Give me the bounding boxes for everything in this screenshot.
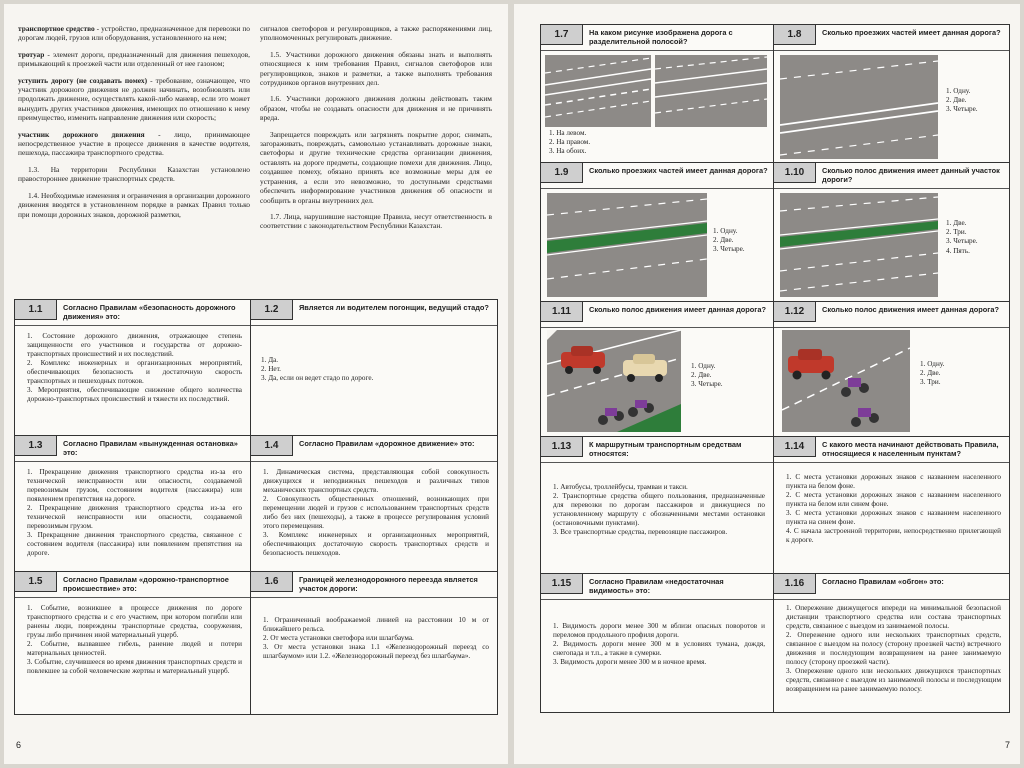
paragraph: уступить дорогу (не создавать помех) - требование, означающее, что участник дорожного движения не должен начинать, возобновлять или продолжать движение, осуществлять какой-либо маневр, если это может вынудить других участников движения, имеющих по отношению к нему преимущество, изменить направление движения или скорость;: [18, 75, 250, 123]
answer-option[interactable]: 1. На левом.: [549, 129, 587, 137]
answer-option[interactable]: 1. Видимость дороги менее 300 м вблизи опасных поворотов и переломов продольного профиля дороги.: [553, 622, 765, 639]
question-card-1-8: [773, 24, 1010, 163]
road-picture: [547, 330, 681, 432]
answer-option[interactable]: 1. Одну.: [713, 227, 738, 235]
question-number: 1.2: [251, 300, 293, 320]
paragraph: транспортное средство - устройство, предназначенное для перевозки по дорогам людей, грузов или оборудования, установленного на нем;: [18, 24, 250, 43]
question-text: На каком рисунке изображена дорога с разделительной полосой?: [589, 28, 733, 46]
answer-option[interactable]: 1. Динамическая система, представляющая собой совокупность движущихся и неподвижных пешеходов и различных типов механических транспортных средств.: [263, 468, 489, 494]
road-picture-right: [655, 55, 767, 127]
answer-list: [713, 227, 745, 255]
question-number: 1.10: [774, 163, 816, 183]
answer-option[interactable]: 2. Транспортные средства общего пользования, предназначенные для перевозки по дорогам пассажиров и движущиеся по установленному маршруту с обозначенными местами остановки (остановочными пунктами).: [553, 492, 765, 527]
answer-option[interactable]: 2. Прекращение движения транспортного средства из-за его технической неисправности или опасности, создаваемой перевозимым грузом.: [27, 504, 242, 530]
answer-option[interactable]: 4. Пять.: [946, 246, 970, 255]
question-card-1-2: [250, 299, 498, 436]
answer-list: [946, 87, 978, 115]
answer-option[interactable]: 3. С места установки дорожных знаков с названием населенного пункта на синем фоне.: [786, 509, 1001, 526]
question-card-1-1: [14, 299, 251, 436]
red-car-icon: [788, 349, 834, 380]
road-illustration: [782, 330, 910, 432]
road-illustration: [780, 193, 938, 297]
motorcycle-icon: [841, 378, 869, 397]
question-card-1-4: [250, 435, 498, 572]
question-number: 1.6: [251, 572, 293, 592]
question-number: 1.3: [15, 436, 57, 456]
answer-list: [549, 129, 590, 157]
answer-option[interactable]: 1. Событие, возникшее в процессе движения по дороге транспортного средства и с его участием, при котором погибли или ранены люди, повреждены транспортные средства, сооружения, грузы либо причинен иной материальный ущерб.: [27, 604, 242, 639]
answer-option[interactable]: 2. Две.: [713, 236, 734, 245]
question-text: Сколько полос движения имеет данная дорога?: [589, 305, 767, 314]
answer-option[interactable]: 3. Да, если он ведет стадо по дороге.: [261, 374, 374, 382]
answer-option[interactable]: 3. Четыре.: [946, 105, 978, 114]
answer-option[interactable]: 2. Две.: [946, 96, 967, 105]
page-number: 7: [1004, 740, 1010, 750]
question-card-1-7: [540, 24, 774, 163]
answer-option[interactable]: 4. С начала застроенной территории, непосредственно прилегающей к дороге.: [786, 527, 1001, 544]
question-card-1-10: [773, 162, 1010, 302]
road-illustration: [545, 55, 651, 127]
road-illustration: [547, 193, 707, 297]
text-column-2: [260, 24, 492, 238]
question-card-1-16: [773, 573, 1010, 713]
answer-option[interactable]: 3. Четыре.: [713, 245, 745, 254]
question-number: 1.5: [15, 572, 57, 592]
question-number: 1.1: [15, 300, 57, 320]
road-picture: [547, 193, 707, 297]
answer-option[interactable]: 1. Опережение движущегося впереди на минимальной безопасной дистанции транспортного средства или состава транспортных средств, связанное с выездом из занимаемой полосы.: [786, 604, 1001, 630]
question-number: 1.14: [774, 437, 816, 457]
right-page: [514, 4, 1020, 764]
question-number: 1.8: [774, 25, 816, 45]
question-number: 1.4: [251, 436, 293, 456]
answer-option[interactable]: 1. Ограниченный воображаемой линией на расстоянии 10 м от ближайшего рельса.: [263, 616, 489, 633]
answer-option[interactable]: 3. Видимость дороги менее 300 м в ночное время.: [553, 658, 707, 666]
answer-option[interactable]: 3. От места установки знака 1.1 «Железнодорожный переезд со шлагбаумом» или 1.2. «Железнодорожный переезд без шлагбаума».: [263, 643, 489, 660]
question-number: 1.11: [541, 302, 583, 322]
question-text: Согласно Правилам «обгон» это:: [822, 577, 944, 586]
question-card-1-14: [773, 436, 1010, 574]
paragraph: участник дорожного движения - лицо, принимающее непосредственное участие в процессе движения в качестве водителя, пешехода, пассажира транспортного средства.: [18, 129, 250, 158]
question-card-1-15: [540, 573, 774, 713]
answer-list: [946, 219, 978, 256]
paragraph: Запрещается повреждать или загрязнять покрытие дорог, снимать, загораживать, повреждать, самовольно устанавливать дорожные знаки, светофоры и другие технические средства организации движения, оставлять на дороге предметы, создающие помехи для движения. Лицо, создавшее помеху, обязано принять все возможные меры для ее устранения, а если это невозможно, то доступными средствами обеспечить информирование участников движения об опасности и сообщить в органы внутренних дел.: [260, 129, 492, 205]
question-text: Согласно Правилам «вынужденная остановка» это:: [63, 439, 238, 457]
question-number: 1.16: [774, 574, 816, 594]
question-card-1-5: [14, 571, 251, 715]
answer-option[interactable]: 1. Прекращение движения транспортного средства из-за его технической неисправности или опасности, создаваемой перевозимым грузом, состоянием водителя (пассажира) или появлением препятствия на дороге.: [27, 468, 242, 503]
motorcycle-icon: [628, 400, 654, 417]
answer-option[interactable]: 2. Две.: [920, 369, 941, 378]
road-illustration: [780, 55, 938, 159]
answer-option[interactable]: 1. Одну.: [946, 87, 971, 95]
question-card-1-12: [773, 301, 1010, 437]
answer-option[interactable]: 2. Совокупность общественных отношений, возникающих при перемещении людей и грузов с использованием транспортных средств либо без них (пешеходы), а также в процессе регулирования условий этого перемещения.: [263, 495, 489, 530]
question-text: Сколько полос движения имеет данная дорога?: [822, 305, 1000, 314]
text-column-1: [18, 24, 250, 226]
answer-option[interactable]: 2. На правом.: [549, 138, 591, 147]
answer-option[interactable]: 2. Нет.: [261, 365, 281, 373]
answer-option[interactable]: 2. С места установки дорожных знаков с названием населенного пункта на белом или синем фоне.: [786, 491, 1001, 508]
road-picture: [782, 330, 910, 432]
answer-list: [920, 360, 944, 388]
answer-option[interactable]: 3. Четыре.: [691, 380, 723, 389]
answer-option[interactable]: 1. Одну.: [691, 362, 716, 370]
question-text: Согласно Правилам «безопасность дорожного движения» это:: [63, 303, 236, 321]
question-number: 1.7: [541, 25, 583, 45]
answer-option[interactable]: 1. Одну.: [920, 360, 945, 368]
question-card-1-13: [540, 436, 774, 574]
question-text: К маршрутным транспортным средствам относятся:: [589, 440, 742, 458]
answer-option[interactable]: 3. Четыре.: [946, 237, 978, 246]
question-card-1-3: [14, 435, 251, 572]
question-card-1-11: [540, 301, 774, 437]
question-text: Сколько полос движения имеет данный участок дороги?: [822, 166, 1000, 184]
question-card-1-6: [250, 571, 498, 715]
answer-option[interactable]: 1. Состояние дорожного движения, отражающее степень защищенности его участников и государства от дорожно-транспортных происшествий и их последствий.: [27, 332, 242, 358]
road-picture: [780, 55, 938, 159]
road-picture-left: [545, 55, 651, 127]
answer-option[interactable]: 3. На обоих.: [549, 147, 587, 156]
question-text: Является ли водителем погонщик, ведущий стадо?: [299, 303, 489, 312]
question-number: 1.15: [541, 574, 583, 594]
motorcycle-icon: [851, 408, 879, 427]
answer-option[interactable]: 3. Мероприятия, обеспечивающие снижение общего количества дорожно-транспортных происшествий и тяжести их последствий.: [27, 386, 242, 403]
answer-option[interactable]: 2. Видимость дороги менее 300 м в условиях тумана, дождя, снегопада и т.п., а также в сумерки.: [553, 640, 765, 657]
question-text: Согласно Правилам «дорожное движение» это:: [299, 439, 475, 448]
answer-list: [691, 362, 723, 390]
answer-option[interactable]: 2. Событие, вызвавшее гибель, ранение людей и потери материальных ценностей.: [27, 640, 242, 657]
paragraph: сигналов светофоров и регулировщиков, а также распоряжениями лиц, уполномоченных регулировать движение.: [260, 24, 492, 43]
question-text: Согласно Правилам «дорожно-транспортное происшествие» это:: [63, 575, 229, 593]
answer-option[interactable]: 1. Да.: [261, 356, 279, 364]
answer-option[interactable]: 2. От места установки светофора или шлагбаума.: [263, 634, 414, 642]
question-number: 1.12: [774, 302, 816, 322]
question-number: 1.9: [541, 163, 583, 183]
question-card-1-9: [540, 162, 774, 302]
paragraph: тротуар - элемент дороги, предназначенный для движения пешеходов, примыкающий к проезжей части или отделенный от нее газоном;: [18, 49, 250, 69]
answer-option[interactable]: 3. Комплекс инженерных и организационных мероприятий, обеспечивающих достаточную скорость транспортных средств и безопасность пешеходов.: [263, 531, 489, 557]
left-page: [4, 4, 508, 764]
paragraph: 1.6. Участники дорожного движения должны действовать таким образом, чтобы не создавать опасности для движения и не причинять вреда.: [260, 94, 492, 123]
road-illustration: [547, 330, 681, 432]
road-picture: [780, 193, 938, 297]
answer-option[interactable]: 3. Три.: [920, 378, 941, 387]
answer-option[interactable]: 1. Две.: [946, 219, 967, 227]
question-text: С какого места начинают действовать Правила, относящиеся к населенным пунктам?: [822, 440, 999, 458]
road-illustration: [655, 55, 767, 127]
paragraph: 1.3. На территории Республики Казахстан установлено правостороннее движение транспортных средств.: [18, 164, 250, 184]
question-text: Границей железнодорожного переезда является участок дороги:: [299, 575, 478, 593]
motorcycle-icon: [598, 408, 624, 425]
answer-option[interactable]: 3. Прекращение движения транспортного средства, связанное с состоянием водителя (пассажира) или появлением препятствия на дороге.: [27, 531, 242, 557]
answer-option[interactable]: 2. Три.: [946, 228, 967, 237]
question-text: Сколько проезжих частей имеет данная дорога?: [822, 28, 1001, 37]
answer-option[interactable]: 2. Комплекс инженерных и организационных мероприятий, обеспечивающих безопасность и достаточную скорость транспортных и пешеходных потоков.: [27, 359, 242, 385]
answer-option[interactable]: 3. Событие, случившееся во время движения транспортных средств и повлекшее за собой человеческие жертвы и материальный ущерб.: [27, 658, 242, 675]
paragraph: 1.5. Участники дорожного движения обязаны знать и выполнять относящиеся к ним требования Правил, сигналов светофоров или регулировщиков, знаков и разметки, а также выполнять требования сотрудников органов внутренних дел.: [260, 49, 492, 88]
question-number: 1.13: [541, 437, 583, 457]
answer-option[interactable]: 1. Автобусы, троллейбусы, трамваи и такси.: [553, 483, 688, 491]
page-number: 6: [16, 740, 22, 750]
paragraph: 1.4. Необходимые изменения и ограничения в организации дорожного движения вводятся в установленном порядке в рамках Правил только при помощи дорожных знаков, дорожной разметки,: [18, 190, 250, 219]
paragraph: 1.7. Лица, нарушившие настоящие Правила, несут ответственность в соответствии с законодательством Республики Казахстан.: [260, 211, 492, 231]
answer-option[interactable]: 3. Опережение одного или нескольких движущихся транспортных средств, связанное с выездом из занимаемой полосы и последующим возвращением на ранее занимаемую полосу.: [786, 667, 1001, 693]
answer-option[interactable]: 2. Две.: [691, 371, 712, 380]
answer-option[interactable]: 1. С места установки дорожных знаков с названием населенного пункта на белом фоне.: [786, 473, 1001, 490]
question-text: Сколько проезжих частей имеет данная дорога?: [589, 166, 768, 175]
question-text: Согласно Правилам «недостаточная видимость» это:: [589, 577, 724, 595]
answer-option[interactable]: 3. Все транспортные средства, перевозящие пассажиров.: [553, 528, 728, 536]
beige-car-icon: [623, 354, 667, 382]
answer-option[interactable]: 2. Опережение одного или нескольких транспортных средств, связанное с выездом на полосу (сторону проезжей части) встречного движения и последующим возвращением на ранее занимаемую полосу (сторону проезжей части).: [786, 631, 1001, 666]
